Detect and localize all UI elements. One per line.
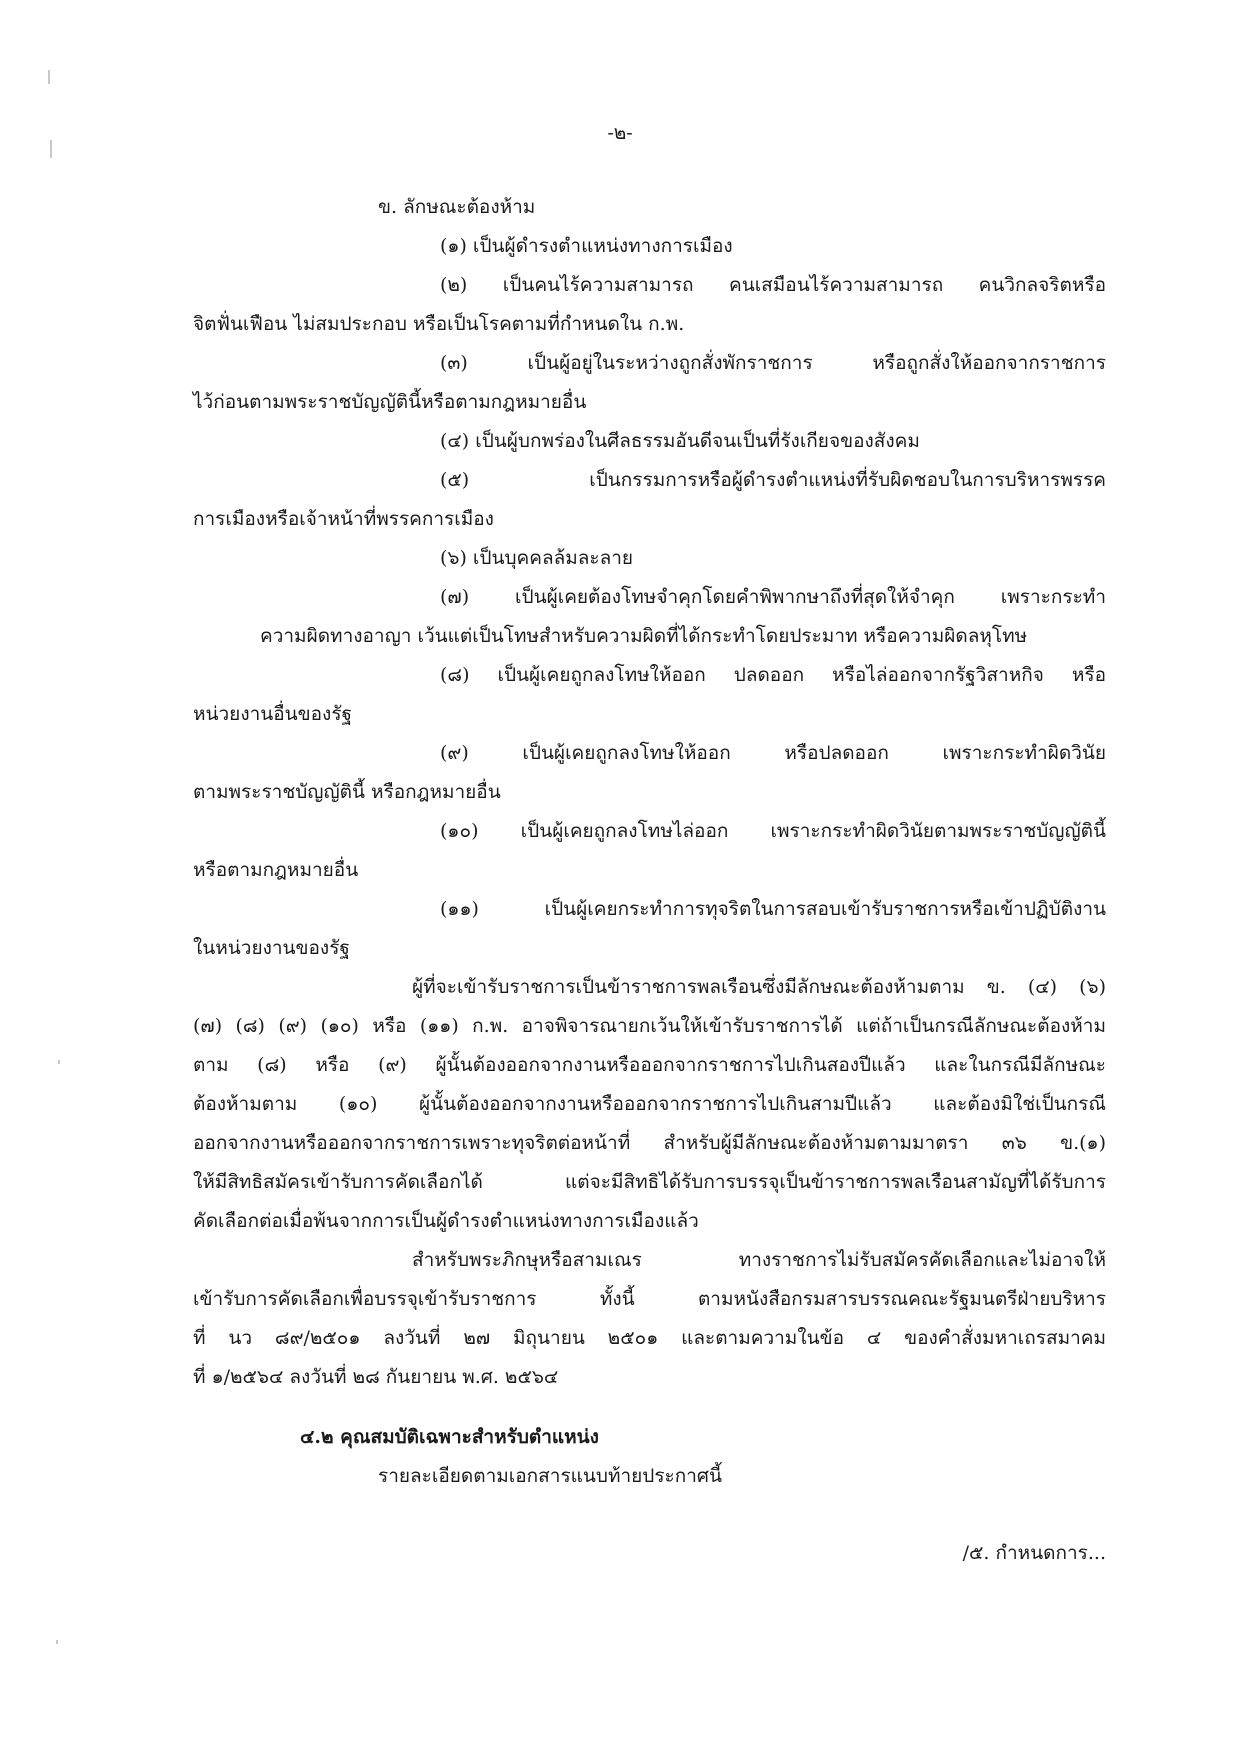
scan-margin-mark <box>48 70 50 84</box>
paragraph-line: ต้องห้ามตาม (๑๐) ผู้นั้นต้องออกจากงานหรือออกจากราชการไปเกินสามปีแล้ว และต้องมิใช่เป็นกรณี <box>193 1093 1106 1115</box>
paragraph-line: ที่ นว ๘๙/๒๕๐๑ ลงวันที่ ๒๗ มิถุนายน ๒๕๐๑ และตามความในข้อ ๔ ของคำสั่งมหาเถรสมาคม <box>193 1327 1106 1349</box>
scan-margin-mark <box>58 1060 60 1064</box>
paragraph-line: สำหรับพระภิกษุหรือสามเณร ทางราชการไม่รับสมัครคัดเลือกและไม่อาจให้ <box>412 1249 1106 1271</box>
section-heading: ข. ลักษณะต้องห้าม <box>378 196 536 218</box>
list-item-continuation: ไว้ก่อนตามพระราชบัญญัตินี้หรือตามกฎหมายอื่น <box>193 391 587 413</box>
continuation-reference: /๕. กำหนดการ... <box>962 1542 1106 1564</box>
list-item-continuation: การเมืองหรือเจ้าหน้าที่พรรคการเมือง <box>193 508 494 530</box>
scan-margin-mark <box>56 1640 58 1644</box>
paragraph-line: ออกจากงานหรือออกจากราชการเพราะทุจริตต่อหน้าที่ สำหรับผู้มีลักษณะต้องห้ามตามมาตรา ๓๖ ข.(๑) <box>193 1132 1106 1154</box>
list-item: (๓) เป็นผู้อยู่ในระหว่างถูกสั่งพักราชการ หรือถูกสั่งให้ออกจากราชการ <box>440 352 1106 374</box>
subsection-heading: ๔.๒ คุณสมบัติเฉพาะสำหรับตำแหน่ง <box>300 1426 599 1448</box>
list-item: (๖) เป็นบุคคลล้มละลาย <box>440 547 634 569</box>
list-item-continuation: ความผิดทางอาญา เว้นแต่เป็นโทษสำหรับความผิดที่ได้กระทำโดยประมาท หรือความผิดลหุโทษ <box>260 625 1028 647</box>
paragraph-line: เข้ารับการคัดเลือกเพื่อบรรจุเข้ารับราชการ ทั้งนี้ ตามหนังสือกรมสารบรรณคณะรัฐมนตรีฝ่ายบริหาร <box>193 1288 1106 1310</box>
list-item: (๘) เป็นผู้เคยถูกลงโทษให้ออก ปลดออก หรือไล่ออกจากรัฐวิสาหกิจ หรือ <box>440 664 1106 686</box>
list-item-continuation: จิตฟั่นเฟือน ไม่สมประกอบ หรือเป็นโรคตามที่กำหนดใน ก.พ. <box>193 313 685 335</box>
list-item: (๑๐) เป็นผู้เคยถูกลงโทษไล่ออก เพราะกระทำผิดวินัยตามพระราชบัญญัตินี้ <box>440 820 1106 842</box>
paragraph-line: ที่ ๑/๒๕๖๔ ลงวันที่ ๒๘ กันยายน พ.ศ. ๒๕๖๔ <box>193 1366 559 1388</box>
subsection-text: รายละเอียดตามเอกสารแนบท้ายประกาศนี้ <box>378 1465 722 1487</box>
page-number: -๒- <box>607 122 633 144</box>
paragraph-line: ผู้ที่จะเข้ารับราชการเป็นข้าราชการพลเรือนซึ่งมีลักษณะต้องห้ามตาม ข. (๔) (๖) <box>412 976 1106 998</box>
list-item: (๙) เป็นผู้เคยถูกลงโทษให้ออก หรือปลดออก เพราะกระทำผิดวินัย <box>440 742 1106 764</box>
list-item: (๑๑) เป็นผู้เคยกระทำการทุจริตในการสอบเข้ารับราชการหรือเข้าปฏิบัติงาน <box>440 898 1106 920</box>
list-item: (๔) เป็นผู้บกพร่องในศีลธรรมอันดีจนเป็นที่รังเกียจของสังคม <box>440 430 920 452</box>
list-item: (๕) เป็นกรรมการหรือผู้ดำรงตำแหน่งที่รับผิดชอบในการบริหารพรรค <box>440 469 1106 491</box>
paragraph-line: ตาม (๘) หรือ (๙) ผู้นั้นต้องออกจากงานหรือออกจากราชการไปเกินสองปีแล้ว และในกรณีมีลักษณะ <box>193 1054 1106 1076</box>
list-item-continuation: หรือตามกฎหมายอื่น <box>193 859 359 881</box>
list-item: (๗) เป็นผู้เคยต้องโทษจำคุกโดยคำพิพากษาถึงที่สุดให้จำคุก เพราะกระทำ <box>440 586 1106 608</box>
paragraph-line: ให้มีสิทธิสมัครเข้ารับการคัดเลือกได้ แต่จะมีสิทธิได้รับการบรรจุเป็นข้าราชการพลเรือนสามัญที่ได้รับการ <box>193 1171 1106 1193</box>
list-item: (๑) เป็นผู้ดำรงตำแหน่งทางการเมือง <box>440 235 733 257</box>
paragraph-line: (๗) (๘) (๙) (๑๐) หรือ (๑๑) ก.พ. อาจพิจารณายกเว้นให้เข้ารับราชการได้ แต่ถ้าเป็นกรณีลักษณะต้องห้าม <box>193 1015 1106 1037</box>
list-item-continuation: ตามพระราชบัญญัตินี้ หรือกฎหมายอื่น <box>193 781 501 803</box>
list-item-continuation: ในหน่วยงานของรัฐ <box>193 937 350 959</box>
list-item-continuation: หน่วยงานอื่นของรัฐ <box>193 703 353 725</box>
paragraph-line: คัดเลือกต่อเมื่อพ้นจากการเป็นผู้ดำรงตำแหน่งทางการเมืองแล้ว <box>193 1210 699 1232</box>
list-item: (๒) เป็นคนไร้ความสามารถ คนเสมือนไร้ความสามารถ คนวิกลจริตหรือ <box>440 274 1106 296</box>
